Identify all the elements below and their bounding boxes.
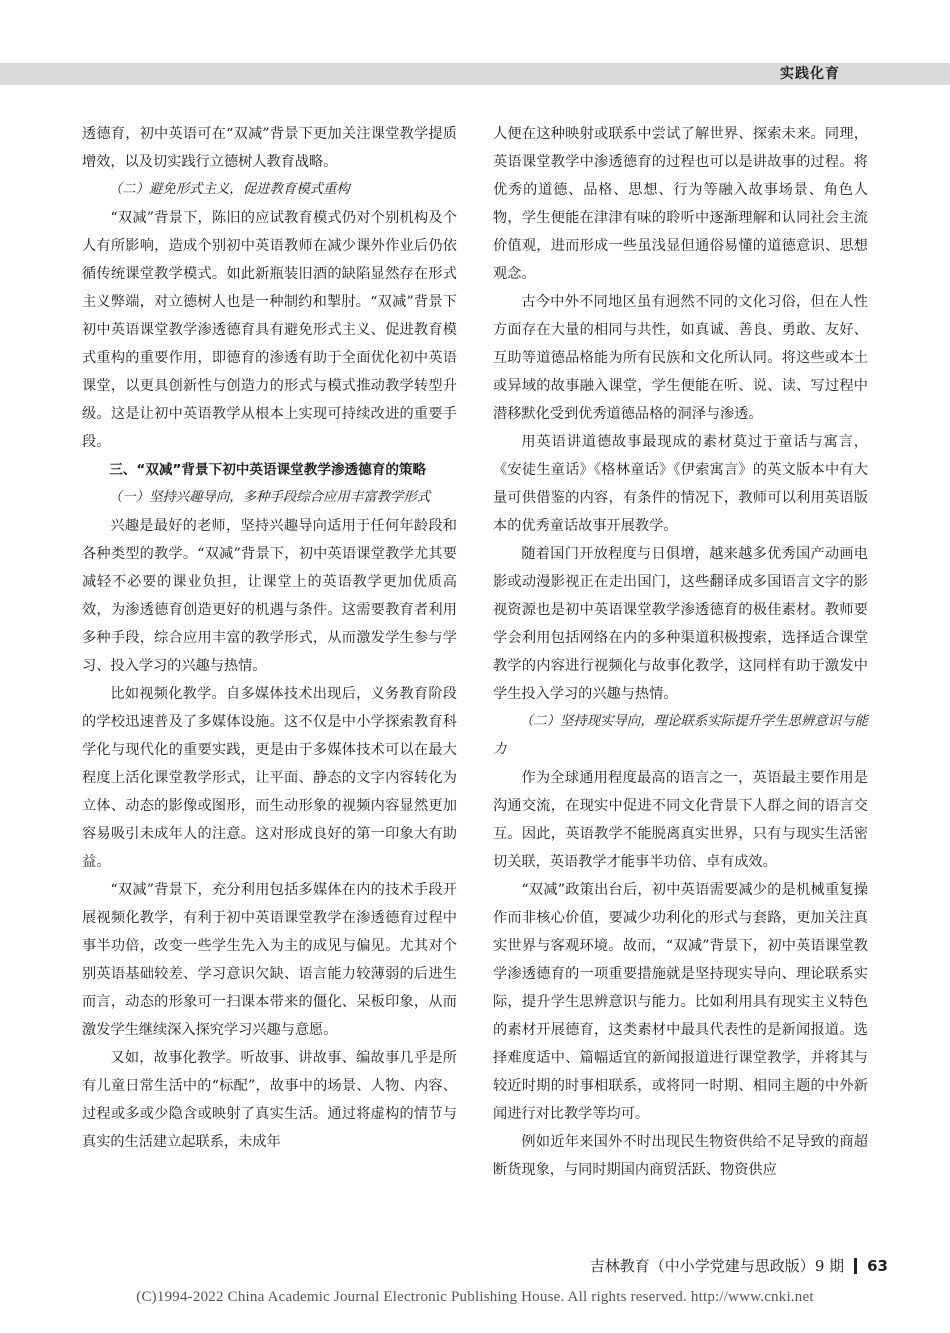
paragraph: “双减”背景下，充分利用包括多媒体在内的技术手段开展视频化教学，有利于初中英语课堂教学在渗透德育过程中事半功倍，改变一些学生先入为主的成见与偏见。尤其对个别英语基础较差、学习意识欠缺、语言能力较薄弱的后进生而言，动态的形象可一扫课本带来的僵化、呆板印象，从而激发学生继续深入探究学习兴趣与意愿。 <box>82 882 457 1038</box>
copyright-notice: (C)1994-2022 China Academic Journal Electronic Publishing House. All rights reserved. http://www.cnki.net <box>136 1289 814 1305</box>
left-column <box>82 120 457 1156</box>
paragraph: 兴趣是最好的老师，坚持兴趣导向适用于任何年龄段和各种类型的教学。“双减”背景下，初中英语课堂教学尤其要减轻不必要的课业负担，让课堂上的英语教学更加优质高效，为渗透德育创造更好的机遇与条件。这需要教育者利用多种手段，综合应用丰富的教学形式，从而激发学生参与学习、投入学习的兴趣与热情。 <box>82 518 457 674</box>
footer-divider <box>854 1258 857 1274</box>
subsection-heading: （二）坚持现实导向，理论联系实际提升学生思辨意识与能力 <box>493 714 868 757</box>
paragraph: 古今中外不同地区虽有迥然不同的文化习俗，但在人性方面存在大量的相同与共性，如真诚、善良、勇敢、友好、互助等道德品格能为所有民族和文化所认同。将这些或本土或异域的故事融入课堂，学生便能在听、说、读、写过程中潜移默化受到优秀道德品格的洞泽与渗透。 <box>493 294 868 422</box>
paragraph-continued: 人便在这种映射或联系中尝试了解世界、探索未来。同理，英语课堂教学中渗透德育的过程也可以是讲故事的过程。将优秀的道德、品格、思想、行为等融入故事场景、角色人物，学生便能在津津有味的聆听中逐渐理解和认同社会主流价值观，进而形成一些虽浅显但通俗易懂的道德意识、思想观念。 <box>493 126 868 282</box>
paragraph: 随着国门开放程度与日俱增，越来越多优秀国产动画电影或动漫影视正在走出国门，这些翻译成多国语言文字的影视资源也是初中英语课堂教学渗透德育的极佳素材。教师要学会利用包括网络在内的多种渠道积极搜索，选择适合课堂教学的内容进行视频化与故事化教学，这同样有助于激发中学生投入学习的兴趣与热情。 <box>493 546 868 702</box>
right-column <box>493 120 868 1184</box>
section-label: 实践化育 <box>780 66 840 82</box>
paragraph: “双减”背景下，陈旧的应试教育模式仍对个别机构及个人有所影响，造成个别初中英语教师在减少课外作业后仍依循传统课堂教学模式。如此新瓶装旧酒的缺陷显然存在形式主义弊端，对立德树人也是一种制约和掣肘。“双减”背景下初中英语课堂教学渗透德育具有避免形式主义、促进教育模式重构的重要作用，即德育的渗透有助于全面优化初中英语课堂，以更具创新性与创造力的形式与模式推动教学转型升级。这是让初中英语教学从根本上实现可持续改进的重要手段。 <box>82 210 457 450</box>
subsection-heading: （二）避免形式主义，促进教育模式重构 <box>108 182 350 197</box>
subsection-heading: （一）坚持兴趣导向，多种手段综合应用丰富教学形式 <box>108 490 431 505</box>
paragraph: 例如近年来国外不时出现民生物资供给不足导致的商超断货现象，与同时期国内商贸活跃、物资供应 <box>493 1134 868 1178</box>
paragraph: 又如，故事化教学。听故事、讲故事、编故事几乎是所有儿童日常生活中的“标配”，故事中的场景、人物、内容、过程或多或少隐含或映射了真实生活。通过将虚构的情节与真实的生活建立起联系，未成年 <box>82 1050 457 1150</box>
paragraph: 用英语讲道德故事最现成的素材莫过于童话与寓言，《安徒生童话》《格林童话》《伊索寓言》的英文版本中有大量可供借鉴的内容，有条件的情况下，教师可以利用英语版本的优秀童话故事开展教学。 <box>493 434 868 534</box>
paragraph-continued: 透德育，初中英语可在“双减”背景下更加关注课堂教学提质增效，以及切实践行立德树人教育战略。 <box>82 126 457 170</box>
paragraph: 比如视频化教学。自多媒体技术出现后，义务教育阶段的学校迅速普及了多媒体设施。这不仅是中小学探索教育科学化与现代化的重要实践，更是由于多媒体技术可以在最大程度上活化课堂教学形式，让平面、静态的文字内容转化为立体、动态的影像或图形，而生动形象的视频内容显然更加容易吸引未成年人的注意。这对形成良好的第一印象大有助益。 <box>82 686 457 870</box>
section-heading: 三、“双减”背景下初中英语课堂教学渗透德育的策略 <box>109 462 427 478</box>
paragraph: “双减”政策出台后，初中英语需要减少的是机械重复操作而非核心价值，要减少功利化的形式与套路，更加关注真实世界与客观环境。故而，“双减”背景下，初中英语课堂教学渗透德育的一项重要措施就是坚持现实导向、理论联系实际，提升学生思辨意识与能力。比如利用具有现实主义特色的素材开展德育，这类素材中最具代表性的是新闻报道。选择难度适中、篇幅适宜的新闻报道进行课堂教学，并将其与较近时期的时事相联系，或将同一时期、相同主题的中外新闻进行对比教学等均可。 <box>493 882 868 1122</box>
paragraph: 作为全球通用程度最高的语言之一，英语最主要作用是沟通交流，在现实中促进不同文化背景下人群之间的语言交互。因此，英语教学不能脱离真实世界，只有与现实生活密切关联，英语教学才能事半功倍、卓有成效。 <box>493 770 868 870</box>
page-footer <box>590 1254 888 1278</box>
page-number: 63 <box>867 1257 888 1275</box>
journal-name: 吉林教育（中小学党建与思政版） <box>589 1257 815 1275</box>
issue-number: 9 期 <box>814 1257 845 1275</box>
